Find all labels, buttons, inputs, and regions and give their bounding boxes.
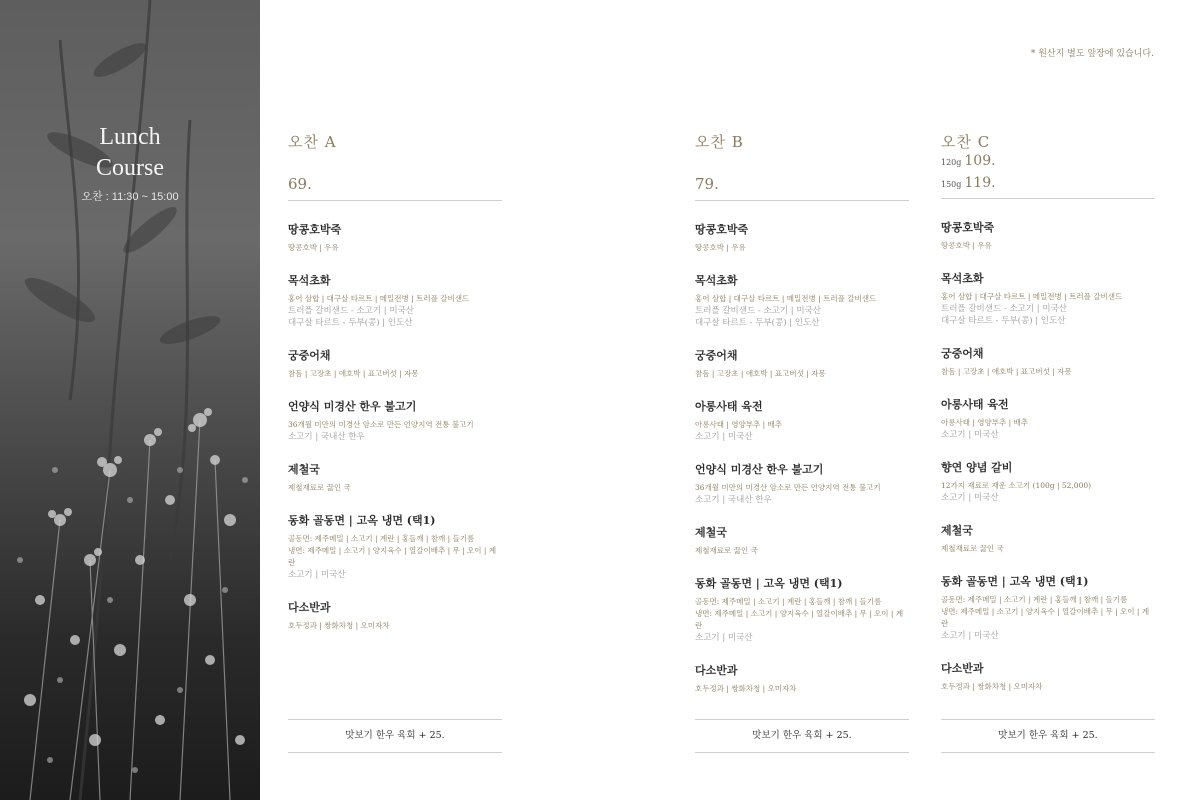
menu-item-title: 향연 양념 갈비	[941, 461, 1013, 474]
menu-items	[288, 221, 502, 632]
menu-item-description: 땅콩호박 | 우유	[941, 241, 992, 250]
menu-item-title: 다소반과	[941, 662, 984, 675]
menu-item-description: 제철재료로 끓인 국	[695, 546, 758, 555]
price-block	[288, 153, 502, 201]
course-name: 오찬 B	[695, 133, 744, 151]
menu-item-origin: 소고기 | 미국산	[695, 432, 753, 442]
menu-item-title: 궁중어채	[288, 349, 331, 362]
menu-item-origin: 소고기 | 미국산	[288, 570, 346, 580]
menu-item-description: 냉면: 제주메밀 | 소고기 | 양지육수 | 열갈이배추 | 무 | 오이 | 계란	[695, 609, 904, 630]
title-line-2: Course	[96, 155, 164, 181]
menu-item-description: 아롱사태 | 영양부추 | 배추	[695, 420, 783, 429]
price-value: 119.	[964, 175, 996, 191]
menu-item-description: 땅콩호박 | 우유	[695, 243, 746, 252]
menu-item-description: 냉면: 제주메밀 | 소고기 | 양지육수 | 열갈이배추 | 무 | 오이 | 계란	[288, 546, 497, 567]
price-value: 109.	[964, 153, 996, 169]
lunch-course-title	[0, 122, 260, 184]
menu-item-description: 12가지 재료로 재운 소고기 (100g | 52,000)	[941, 481, 1092, 490]
menu-item	[288, 512, 502, 581]
menu-item-title: 땅콩호박죽	[695, 223, 749, 236]
menu-item	[695, 347, 909, 380]
menu-item	[288, 221, 502, 254]
menu-item	[941, 270, 1155, 327]
addon-option: 맛보기 한우 육회 + 25.	[941, 719, 1155, 753]
course-name: 오찬 A	[288, 133, 337, 151]
menu-items	[695, 221, 909, 695]
menu-item	[288, 398, 502, 443]
price-row	[941, 151, 1155, 173]
lunch-hours: 오찬 : 11:30 ~ 15:00	[81, 191, 179, 203]
menu-item-origin: 소고기 | 미국산	[695, 633, 753, 643]
course-c	[941, 131, 1155, 711]
addon-option: 맛보기 한우 육회 + 25.	[695, 719, 909, 753]
wildflower-image	[0, 0, 260, 800]
menu-item-origin: 소고기 | 미국산	[941, 430, 999, 440]
menu-item	[695, 575, 909, 644]
menu-item-title: 언양식 미경산 한우 불고기	[695, 463, 824, 476]
menu-item-origin: 소고기 | 국내산 한우	[695, 495, 772, 505]
menu-item-description: 냉면: 제주메밀 | 소고기 | 양지육수 | 열갈이배추 | 무 | 오이 | 계란	[941, 607, 1150, 628]
menu-item	[941, 396, 1155, 441]
menu-item	[941, 573, 1155, 642]
price-weight: 150g	[941, 180, 962, 189]
menu-item	[695, 461, 909, 506]
menu-item-title: 땅콩호박죽	[288, 223, 342, 236]
menu-item-description: 제철재료로 끓인 국	[288, 483, 351, 492]
menu-items	[941, 219, 1155, 693]
price-block	[695, 153, 909, 201]
menu-item-title: 동화 골동면 | 고옥 냉면 (택1)	[695, 577, 843, 590]
menu-item	[941, 459, 1155, 504]
menu-item-title: 제철국	[288, 463, 320, 476]
menu-item-title: 다소반과	[288, 601, 331, 614]
menu-item-title: 동화 골동면 | 고옥 냉면 (택1)	[288, 514, 436, 527]
menu-item-description: 홍어 삼합 | 대구살 타르트 | 메밀전병 | 트러플 갈비샌드	[941, 292, 1123, 301]
menu-item	[288, 599, 502, 632]
menu-item-origin: 대구살 타르트 - 두부(콩) | 인도산	[288, 318, 413, 328]
menu-item-description: 36개월 미만의 미경산 암소로 만든 언양지역 전통 불고기	[288, 420, 474, 429]
menu-item-origin: 소고기 | 미국산	[941, 631, 999, 641]
menu-item-title: 언양식 미경산 한우 불고기	[288, 400, 417, 413]
menu-item	[288, 461, 502, 494]
menu-item	[695, 221, 909, 254]
menu-item-title: 다소반과	[695, 664, 738, 677]
menu-item-description: 참돔 | 고장초 | 애호박 | 표고버섯 | 자몽	[288, 369, 419, 378]
menu-item-title: 아롱사태 육전	[695, 400, 763, 413]
menu-item-title: 제철국	[695, 526, 727, 539]
menu-item-origin: 트러플 갈비샌드 - 소고기 | 미국산	[288, 306, 414, 316]
menu-item-description: 호두정과 | 쌍화차청 | 오미자차	[941, 682, 1043, 691]
menu-item-title: 목석초화	[695, 274, 738, 287]
menu-item-description: 홍어 삼합 | 대구살 타르트 | 메밀전병 | 트러플 갈비샌드	[695, 294, 877, 303]
course-price: 79.	[695, 175, 719, 193]
price-block	[941, 151, 1155, 199]
menu-item	[695, 524, 909, 557]
course-b	[695, 131, 909, 713]
price-weight: 120g	[941, 158, 962, 167]
menu-item-description: 홍어 삼합 | 대구살 타르트 | 메밀전병 | 트러플 갈비샌드	[288, 294, 470, 303]
course-price: 69.	[288, 175, 312, 193]
menu-item-origin: 트러플 갈비샌드 - 소고기 | 미국산	[941, 304, 1067, 314]
menu-item-description: 제철재료로 끓인 국	[941, 544, 1004, 553]
menu-item-origin: 소고기 | 국내산 한우	[288, 432, 365, 442]
menu-item	[288, 272, 502, 329]
menu-item-description: 36개월 미만의 미경산 암소로 만든 언양지역 전통 불고기	[695, 483, 881, 492]
menu-item	[695, 272, 909, 329]
menu-item	[695, 398, 909, 443]
menu-item-title: 동화 골동면 | 고옥 냉면 (택1)	[941, 575, 1089, 588]
menu-item-origin: 소고기 | 미국산	[941, 493, 999, 503]
menu-item-title: 궁중어채	[941, 347, 984, 360]
menu-item	[941, 522, 1155, 555]
menu-item-description: 참돔 | 고장초 | 애호박 | 표고버섯 | 자몽	[941, 367, 1072, 376]
menu-item-title: 제철국	[941, 524, 973, 537]
menu-item-title: 땅콩호박죽	[941, 221, 995, 234]
menu-item	[288, 347, 502, 380]
menu-item-title: 목석초화	[941, 272, 984, 285]
menu-item-origin: 대구살 타르트 - 두부(콩) | 인도산	[941, 316, 1066, 326]
course-name: 오찬 C	[941, 133, 991, 151]
menu-item	[941, 345, 1155, 378]
menu-item	[941, 219, 1155, 252]
menu-item-description: 골동면: 제주메밀 | 소고기 | 계란 | 홍들깨 | 참깨 | 들기름	[695, 597, 882, 606]
menu-item-title: 아롱사태 육전	[941, 398, 1009, 411]
menu-item-description: 골동면: 제주메밀 | 소고기 | 계란 | 홍들깨 | 참깨 | 들기름	[288, 534, 475, 543]
price-row	[941, 173, 1155, 195]
title-line-1: Lunch	[99, 124, 161, 150]
menu-item-origin: 트러플 갈비샌드 - 소고기 | 미국산	[695, 306, 821, 316]
menu-item-description: 땅콩호박 | 우유	[288, 243, 339, 252]
menu-item-title: 궁중어채	[695, 349, 738, 362]
course-a	[288, 131, 502, 650]
menu-item-description: 골동면: 제주메밀 | 소고기 | 계란 | 홍들깨 | 참깨 | 들기름	[941, 595, 1128, 604]
menu-item-title: 목석초화	[288, 274, 331, 287]
menu-item-description: 호두정과 | 쌍화차청 | 오미자차	[695, 684, 797, 693]
origin-note: * 원산지 별도 앞장에 있습니다.	[1030, 49, 1154, 59]
addon-option: 맛보기 한우 육회 + 25.	[288, 719, 502, 753]
menu-item-origin: 대구살 타르트 - 두부(콩) | 인도산	[695, 318, 820, 328]
menu-item	[941, 660, 1155, 693]
menu-item-description: 참돔 | 고장초 | 애호박 | 표고버섯 | 자몽	[695, 369, 826, 378]
flower-photo-panel	[0, 0, 260, 800]
menu-item-description: 아롱사태 | 영양부추 | 배추	[941, 418, 1029, 427]
menu-item-description: 호두정과 | 쌍화차청 | 오미자차	[288, 621, 390, 630]
menu-item	[695, 662, 909, 695]
